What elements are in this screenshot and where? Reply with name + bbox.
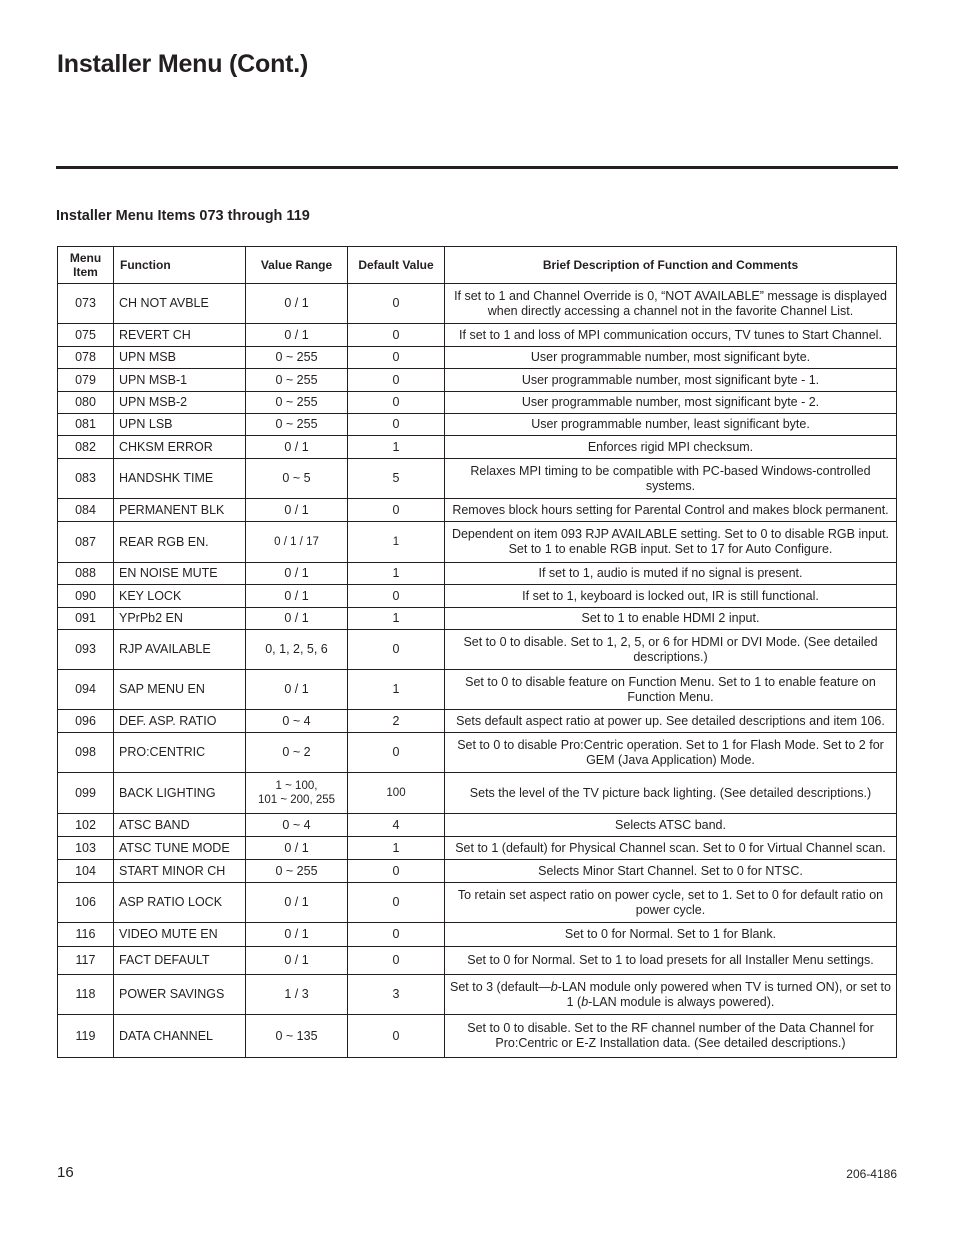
value-range-cell: 0 / 1 <box>246 883 348 923</box>
page-number: 16 <box>57 1164 74 1181</box>
default-value-cell: 1 <box>348 436 445 459</box>
function-cell: EN NOISE MUTE <box>114 563 246 585</box>
default-value-cell: 3 <box>348 975 445 1015</box>
header-menu-item: Menu Item <box>58 247 114 284</box>
description-cell: Set to 0 for Normal. Set to 1 to load presets for all Installer Menu settings. <box>445 947 897 975</box>
default-value-cell: 0 <box>348 883 445 923</box>
value-range-cell: 0 ~ 5 <box>246 459 348 499</box>
default-value-cell: 0 <box>348 324 445 347</box>
default-value-cell: 1 <box>348 608 445 630</box>
menu-item-cell: 091 <box>58 608 114 630</box>
default-value-cell: 0 <box>348 1015 445 1058</box>
value-range-cell: 0 ~ 255 <box>246 414 348 436</box>
description-cell: If set to 1 and Channel Override is 0, “NOT AVAILABLE” message is displayed when directly accessing a channel not in the favorite Channel List. <box>445 284 897 324</box>
value-range-cell: 0 ~ 135 <box>246 1015 348 1058</box>
function-cell: HANDSHK TIME <box>114 459 246 499</box>
default-value-cell: 0 <box>348 347 445 369</box>
value-range-cell: 0 / 1 <box>246 923 348 947</box>
function-cell: DEF. ASP. RATIO <box>114 710 246 733</box>
description-cell: Set to 1 to enable HDMI 2 input. <box>445 608 897 630</box>
default-value-cell: 1 <box>348 837 445 860</box>
table-row <box>58 670 897 710</box>
table-row <box>58 392 897 414</box>
default-value-cell: 0 <box>348 369 445 392</box>
description-cell: Sets the level of the TV picture back lighting. (See detailed descriptions.) <box>445 773 897 814</box>
table-row <box>58 563 897 585</box>
description-cell: Relaxes MPI timing to be compatible with PC-based Windows-controlled systems. <box>445 459 897 499</box>
value-range-cell: 0 / 1 <box>246 324 348 347</box>
menu-item-cell: 102 <box>58 814 114 837</box>
table-row <box>58 773 897 814</box>
description-cell: If set to 1 and loss of MPI communication occurs, TV tunes to Start Channel. <box>445 324 897 347</box>
function-cell: UPN MSB-1 <box>114 369 246 392</box>
menu-item-cell: 096 <box>58 710 114 733</box>
value-range-cell: 0 / 1 <box>246 670 348 710</box>
table-row <box>58 369 897 392</box>
value-range-cell: 0 ~ 4 <box>246 814 348 837</box>
function-cell: START MINOR CH <box>114 860 246 883</box>
menu-item-cell: 088 <box>58 563 114 585</box>
value-range-cell: 0 ~ 4 <box>246 710 348 733</box>
menu-item-cell: 093 <box>58 630 114 670</box>
value-range-cell: 0 ~ 255 <box>246 392 348 414</box>
description-cell: User programmable number, most significant byte - 2. <box>445 392 897 414</box>
function-cell: CHKSM ERROR <box>114 436 246 459</box>
table-row <box>58 710 897 733</box>
function-cell: ATSC TUNE MODE <box>114 837 246 860</box>
menu-item-cell: 117 <box>58 947 114 975</box>
header-description: Brief Description of Function and Comments <box>445 247 897 284</box>
value-range-cell: 0 / 1 <box>246 436 348 459</box>
menu-item-cell: 087 <box>58 522 114 563</box>
default-value-cell: 1 <box>348 563 445 585</box>
description-cell: Set to 3 (default—b-LAN module only powered when TV is turned ON), or set to 1 (b-LAN module is always powered). <box>445 975 897 1015</box>
default-value-cell: 0 <box>348 585 445 608</box>
value-range-cell: 0 / 1 <box>246 499 348 522</box>
default-value-cell: 4 <box>348 814 445 837</box>
function-cell: POWER SAVINGS <box>114 975 246 1015</box>
function-cell: FACT DEFAULT <box>114 947 246 975</box>
function-cell: ATSC BAND <box>114 814 246 837</box>
function-cell: PERMANENT BLK <box>114 499 246 522</box>
table-row <box>58 585 897 608</box>
function-cell: VIDEO MUTE EN <box>114 923 246 947</box>
description-cell: User programmable number, most significant byte. <box>445 347 897 369</box>
description-cell: Set to 0 to disable. Set to 1, 2, 5, or 6 for HDMI or DVI Mode. (See detailed descriptions.) <box>445 630 897 670</box>
function-cell: PRO:CENTRIC <box>114 733 246 773</box>
value-range-cell: 1 / 3 <box>246 975 348 1015</box>
menu-item-cell: 119 <box>58 1015 114 1058</box>
description-cell: User programmable number, most significant byte - 1. <box>445 369 897 392</box>
value-range-cell: 0 ~ 2 <box>246 733 348 773</box>
menu-item-cell: 099 <box>58 773 114 814</box>
table-row <box>58 459 897 499</box>
table-row <box>58 923 897 947</box>
function-cell: UPN MSB <box>114 347 246 369</box>
table-row <box>58 947 897 975</box>
function-cell: RJP AVAILABLE <box>114 630 246 670</box>
description-cell: Selects Minor Start Channel. Set to 0 for NTSC. <box>445 860 897 883</box>
table-row <box>58 837 897 860</box>
page-title: Installer Menu (Cont.) <box>57 50 309 78</box>
description-cell: Dependent on item 093 RJP AVAILABLE setting. Set to 0 to disable RGB input. Set to 1 to enable RGB input. Set to 17 for Auto Configure. <box>445 522 897 563</box>
menu-item-cell: 080 <box>58 392 114 414</box>
table-row <box>58 1015 897 1058</box>
function-cell: ASP RATIO LOCK <box>114 883 246 923</box>
description-cell: Enforces rigid MPI checksum. <box>445 436 897 459</box>
menu-item-cell: 082 <box>58 436 114 459</box>
menu-item-cell: 094 <box>58 670 114 710</box>
default-value-cell: 0 <box>348 923 445 947</box>
header-default-value: Default Value <box>348 247 445 284</box>
default-value-cell: 0 <box>348 499 445 522</box>
menu-item-cell: 075 <box>58 324 114 347</box>
table-row <box>58 975 897 1015</box>
default-value-cell: 0 <box>348 733 445 773</box>
header-function: Function <box>114 247 246 284</box>
table-row <box>58 608 897 630</box>
value-range-cell: 0, 1, 2, 5, 6 <box>246 630 348 670</box>
table-row <box>58 522 897 563</box>
table-header-row <box>58 247 897 284</box>
table-row <box>58 284 897 324</box>
table-row <box>58 883 897 923</box>
installer-menu-table <box>57 246 897 1058</box>
function-cell: KEY LOCK <box>114 585 246 608</box>
default-value-cell: 0 <box>348 947 445 975</box>
description-cell: Removes block hours setting for Parental Control and makes block permanent. <box>445 499 897 522</box>
description-cell: Set to 1 (default) for Physical Channel scan. Set to 0 for Virtual Channel scan. <box>445 837 897 860</box>
value-range-cell: 0 / 1 <box>246 837 348 860</box>
description-cell: If set to 1, keyboard is locked out, IR is still functional. <box>445 585 897 608</box>
table-row <box>58 860 897 883</box>
description-cell: If set to 1, audio is muted if no signal is present. <box>445 563 897 585</box>
menu-item-cell: 083 <box>58 459 114 499</box>
default-value-cell: 100 <box>348 773 445 814</box>
description-cell: Set to 0 to disable. Set to the RF channel number of the Data Channel for Pro:Centric or E-Z Installation data. (See detailed descriptions.) <box>445 1015 897 1058</box>
menu-item-cell: 104 <box>58 860 114 883</box>
default-value-cell: 0 <box>348 392 445 414</box>
default-value-cell: 1 <box>348 522 445 563</box>
table-row <box>58 324 897 347</box>
value-range-cell: 0 ~ 255 <box>246 347 348 369</box>
menu-item-cell: 103 <box>58 837 114 860</box>
table-row <box>58 347 897 369</box>
default-value-cell: 1 <box>348 670 445 710</box>
menu-item-cell: 106 <box>58 883 114 923</box>
default-value-cell: 0 <box>348 630 445 670</box>
menu-item-cell: 090 <box>58 585 114 608</box>
value-range-cell: 1 ~ 100, 101 ~ 200, 255 <box>246 773 348 814</box>
menu-item-cell: 078 <box>58 347 114 369</box>
value-range-cell: 0 / 1 <box>246 585 348 608</box>
table-row <box>58 630 897 670</box>
table-row <box>58 814 897 837</box>
description-cell: To retain set aspect ratio on power cycle, set to 1. Set to 0 for default ratio on power cycle. <box>445 883 897 923</box>
value-range-cell: 0 / 1 / 17 <box>246 522 348 563</box>
menu-item-cell: 079 <box>58 369 114 392</box>
table-row <box>58 499 897 522</box>
value-range-cell: 0 / 1 <box>246 608 348 630</box>
function-cell: UPN LSB <box>114 414 246 436</box>
header-value-range: Value Range <box>246 247 348 284</box>
document-number: 206-4186 <box>846 1167 897 1181</box>
function-cell: BACK LIGHTING <box>114 773 246 814</box>
section-title: Installer Menu Items 073 through 119 <box>56 208 310 224</box>
table-row <box>58 414 897 436</box>
function-cell: REVERT CH <box>114 324 246 347</box>
description-cell: Set to 0 to disable feature on Function Menu. Set to 1 to enable feature on Function Menu. <box>445 670 897 710</box>
menu-item-cell: 098 <box>58 733 114 773</box>
default-value-cell: 0 <box>348 284 445 324</box>
default-value-cell: 0 <box>348 860 445 883</box>
description-cell: Sets default aspect ratio at power up. See detailed descriptions and item 106. <box>445 710 897 733</box>
menu-item-cell: 118 <box>58 975 114 1015</box>
default-value-cell: 0 <box>348 414 445 436</box>
default-value-cell: 5 <box>348 459 445 499</box>
value-range-cell: 0 / 1 <box>246 947 348 975</box>
description-cell: Set to 0 to disable Pro:Centric operation. Set to 1 for Flash Mode. Set to 2 for GEM (Java Application) Mode. <box>445 733 897 773</box>
function-cell: SAP MENU EN <box>114 670 246 710</box>
function-cell: CH NOT AVBLE <box>114 284 246 324</box>
value-range-cell: 0 / 1 <box>246 284 348 324</box>
function-cell: DATA CHANNEL <box>114 1015 246 1058</box>
menu-item-cell: 084 <box>58 499 114 522</box>
default-value-cell: 2 <box>348 710 445 733</box>
menu-item-cell: 081 <box>58 414 114 436</box>
description-cell: Selects ATSC band. <box>445 814 897 837</box>
value-range-cell: 0 ~ 255 <box>246 860 348 883</box>
description-cell: User programmable number, least significant byte. <box>445 414 897 436</box>
table-row <box>58 436 897 459</box>
description-cell: Set to 0 for Normal. Set to 1 for Blank. <box>445 923 897 947</box>
function-cell: YPrPb2 EN <box>114 608 246 630</box>
menu-item-cell: 073 <box>58 284 114 324</box>
function-cell: UPN MSB-2 <box>114 392 246 414</box>
function-cell: REAR RGB EN. <box>114 522 246 563</box>
value-range-cell: 0 ~ 255 <box>246 369 348 392</box>
value-range-cell: 0 / 1 <box>246 563 348 585</box>
table-row <box>58 733 897 773</box>
header-rule <box>56 166 898 169</box>
menu-item-cell: 116 <box>58 923 114 947</box>
